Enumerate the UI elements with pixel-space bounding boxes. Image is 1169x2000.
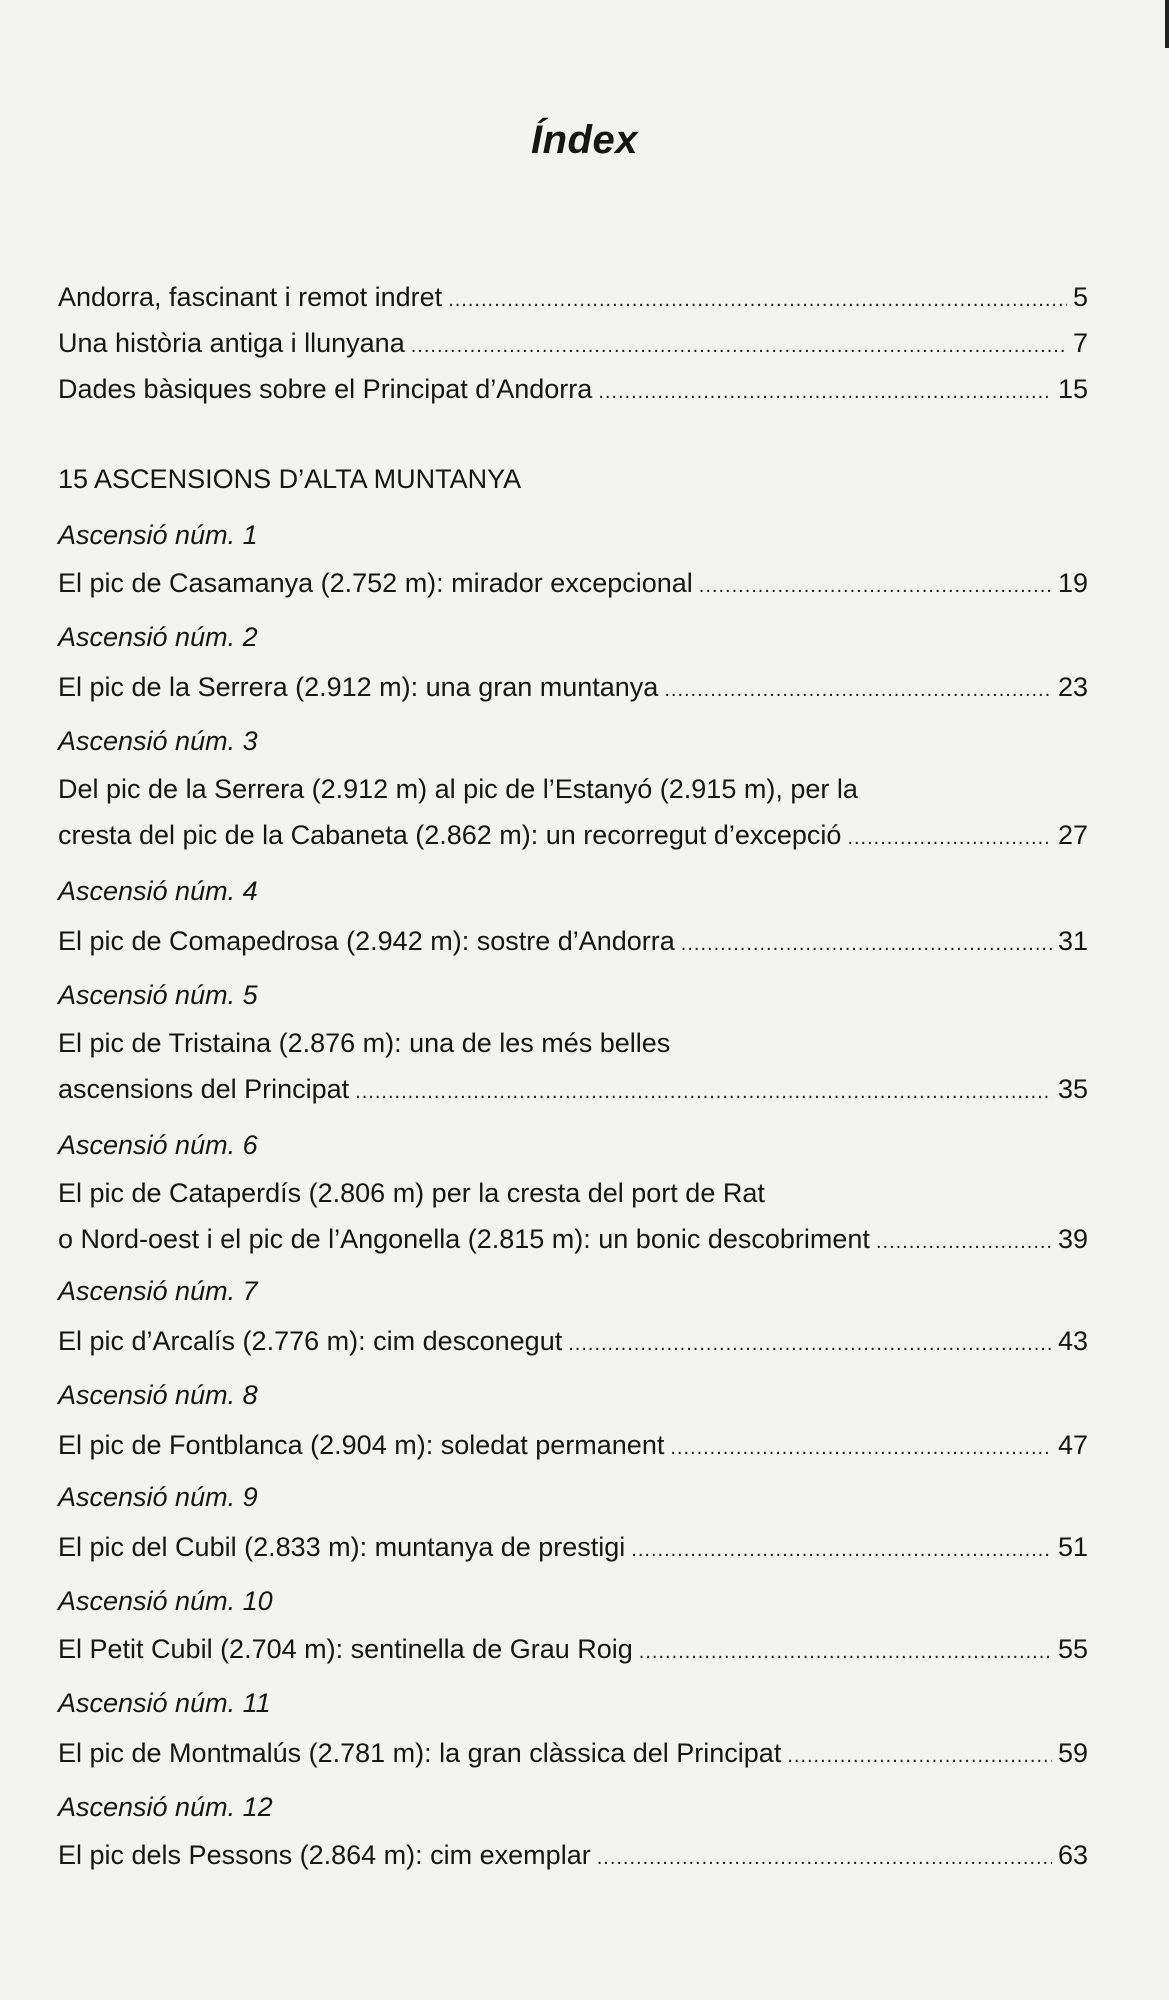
toc-entry — [58, 1222, 1088, 1259]
ascension-label: Ascensió núm. 2 — [58, 622, 258, 652]
toc-entry — [58, 924, 1088, 961]
toc-entry — [58, 1530, 1088, 1567]
entry-title: Una història antiga i llunyana — [58, 328, 405, 358]
entry-title: El pic de Fontblanca (2.904 m): soledat permanent — [58, 1430, 665, 1460]
leader-dots — [639, 1635, 1052, 1669]
entry-title: El pic de Comapedrosa (2.942 m): sostre d’Andorra — [58, 926, 675, 956]
ascension-label: Ascensió núm. 5 — [58, 980, 258, 1010]
leader-dots — [631, 1533, 1052, 1567]
page-number: 63 — [1057, 1840, 1088, 1870]
entry-title: El pic d’Arcalís (2.776 m): cim desconegut — [58, 1326, 563, 1356]
entry-title: El pic de Casamanya (2.752 m): mirador excepcional — [58, 568, 693, 598]
page-number: 23 — [1057, 672, 1088, 702]
entry-title: El pic del Cubil (2.833 m): muntanya de prestigi — [58, 1532, 626, 1562]
page-edge — [1165, 0, 1169, 48]
leader-dots — [411, 329, 1067, 363]
toc-entry — [58, 1838, 1088, 1875]
section-heading: 15 ASCENSIONS D’ALTA MUNTANYA — [58, 464, 522, 494]
ascension-label: Ascensió núm. 8 — [58, 1380, 258, 1410]
leader-dots — [448, 283, 1067, 317]
page-number: 7 — [1072, 328, 1088, 358]
toc-entry — [58, 326, 1088, 363]
page-number: 19 — [1057, 568, 1088, 598]
ascension-label: Ascensió núm. 7 — [58, 1276, 258, 1306]
ascension-label: Ascensió núm. 9 — [58, 1482, 258, 1512]
page-number: 5 — [1072, 282, 1088, 312]
ascension-label: Ascensió núm. 11 — [58, 1688, 271, 1718]
leader-dots — [876, 1225, 1052, 1259]
toc-entry — [58, 1072, 1088, 1109]
leader-dots — [699, 569, 1052, 603]
leader-dots — [847, 821, 1052, 855]
entry-title: El pic de Montmalús (2.781 m): la gran clàssica del Principat — [58, 1738, 782, 1768]
entry-title: El Petit Cubil (2.704 m): sentinella de Grau Roig — [58, 1634, 633, 1664]
index-title: Índex — [531, 118, 638, 162]
ascension-label: Ascensió núm. 12 — [58, 1792, 273, 1822]
entry-title: cresta del pic de la Cabaneta (2.862 m): un recorregut d’excepció — [58, 820, 842, 850]
leader-dots — [568, 1327, 1052, 1361]
toc-entry — [58, 1428, 1088, 1465]
page-number: 51 — [1057, 1532, 1088, 1562]
leader-dots — [670, 1431, 1052, 1465]
entry-title-line1: El pic de Cataperdís (2.806 m) per la cresta del port de Rat — [58, 1178, 765, 1208]
entry-title: ascensions del Principat — [58, 1074, 350, 1104]
leader-dots — [787, 1739, 1052, 1773]
toc-entry — [58, 280, 1088, 317]
page-number: 15 — [1057, 374, 1088, 404]
ascension-label: Ascensió núm. 4 — [58, 876, 258, 906]
toc-entry — [58, 1324, 1088, 1361]
leader-dots — [681, 927, 1052, 961]
page-number: 59 — [1057, 1738, 1088, 1768]
leader-dots — [598, 375, 1052, 409]
leader-dots — [664, 673, 1052, 707]
toc-entry — [58, 1632, 1088, 1669]
ascension-label: Ascensió núm. 1 — [58, 520, 258, 550]
page-number: 47 — [1057, 1430, 1088, 1460]
leader-dots — [355, 1075, 1052, 1109]
page-number: 27 — [1057, 820, 1088, 850]
entry-title: El pic dels Pessons (2.864 m): cim exemplar — [58, 1840, 591, 1870]
entry-title-line1: El pic de Tristaina (2.876 m): una de les més belles — [58, 1028, 671, 1058]
entry-title: Andorra, fascinant i remot indret — [58, 282, 443, 312]
page-number: 35 — [1057, 1074, 1088, 1104]
ascension-label: Ascensió núm. 6 — [58, 1130, 258, 1160]
page-number: 43 — [1057, 1326, 1088, 1356]
page-number: 31 — [1057, 926, 1088, 956]
toc-entry — [58, 1736, 1088, 1773]
page-number: 39 — [1057, 1224, 1088, 1254]
toc-entry — [58, 372, 1088, 409]
entry-title-line1: Del pic de la Serrera (2.912 m) al pic de l’Estanyó (2.915 m), per la — [58, 774, 858, 804]
ascension-label: Ascensió núm. 10 — [58, 1586, 273, 1616]
entry-title: Dades bàsiques sobre el Principat d’Andorra — [58, 374, 593, 404]
toc-entry — [58, 818, 1088, 855]
toc-entry — [58, 566, 1088, 603]
page-number: 55 — [1057, 1634, 1088, 1664]
entry-title: o Nord-oest i el pic de l’Angonella (2.815 m): un bonic descobriment — [58, 1224, 870, 1254]
ascension-label: Ascensió núm. 3 — [58, 726, 258, 756]
entry-title: El pic de la Serrera (2.912 m): una gran muntanya — [58, 672, 659, 702]
toc-entry — [58, 670, 1088, 707]
leader-dots — [597, 1841, 1052, 1875]
